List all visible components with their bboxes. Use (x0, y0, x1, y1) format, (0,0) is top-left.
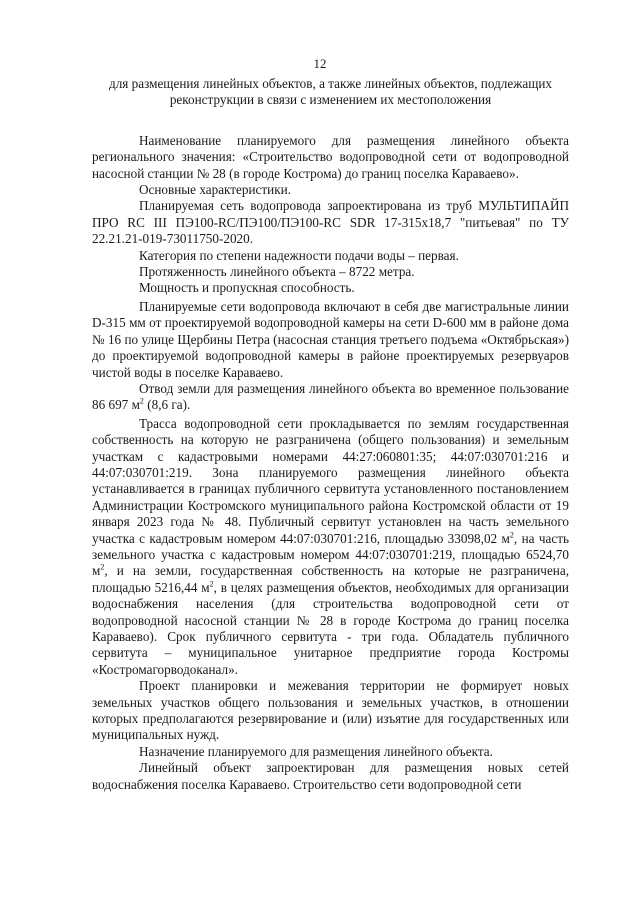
mains-description-paragraph: Планируемые сети водопровода включают в себя две магистральные линии D-315 мм от проектируемой водопроводной камеры на сети D-600 мм в районе дома № 16 по улице Щербины Петра (насосная станция третьего подъема «Октябрьская») до проектируемой водопроводной камеры в районе проектируемых резервуаров чистой воды в поселке Караваево. (92, 298, 569, 380)
land-allotment-tail: (8,6 га). (143, 397, 191, 413)
purpose-heading: Назначение планируемого для размещения линейного объекта. (139, 743, 493, 759)
purpose-paragraph: Линейный объект запроектирован для размещения новых сетей водоснабжения поселка Караваево. Строительство сети водопроводной сети (92, 760, 569, 792)
servitude-sup-1: 2 (509, 530, 514, 540)
servitude-sup-3: 2 (209, 579, 214, 589)
page-number: 12 (313, 56, 327, 71)
main-characteristics-heading: Основные характеристики. (139, 182, 291, 198)
servitude-part-4: , в целях размещения объектов, необходимых для организации водоснабжения населения (для строительства водопроводной сети от водопроводной насосной станции № 28 в городе Кострома до границ поселка Караваево). Срок публичного сервитута - три года. Обладатель публичного сервитута – муниципальное унитарное предприятие города Костромы «Костромагорводоканал». (92, 579, 569, 677)
reliability-category-paragraph: Категория по степени надежности подачи воды – первая. (139, 247, 459, 263)
land-allotment-text: Отвод земли для размещения линейного объекта во временное пользование 86 697 м (92, 380, 569, 413)
land-allotment-paragraph (92, 381, 569, 414)
intro-paragraph: для размещения линейных объектов, а также линейных объектов, подлежащих реконструкции в связи с изменением их местоположения (108, 76, 552, 108)
object-name-paragraph: Наименование планируемого для размещения линейного объекта регионального значения: «Строительство водопроводной сети от водопроводной насосной станции № 28 (в городе Кострома) до границ поселка Караваево». (92, 132, 569, 181)
capacity-paragraph: Мощность и пропускная способность. (139, 280, 355, 296)
document-body (92, 76, 569, 793)
servitude-sup-2: 2 (100, 562, 105, 572)
land-allotment-sup: 2 (139, 396, 144, 406)
pipe-specification-paragraph: Планируемая сеть водопровода запроектирована из труб МУЛЬТИПАЙП ПРО RC III ПЭ100-RC/ПЭ100/ПЭ100-RC SDR 17-315x18,7 "питьевая" по ТУ 22.21.21-019-73011750-2020. (92, 198, 569, 247)
route-text: Трасса водопроводной сети прокладывается по землям государственная собственность на которую не разграничена (общего пользования) и земельным участкам с кадастровыми номерами 44:27:060801:35; 44:07:030701:216 и 44:07:030701:219. Зона планируемого размещения линейного объекта устанавливается в границах публичного сервитута установленного постановлением Администрации Костромского муниципального района Костромской области от 19 января 2023 года № 48. (92, 415, 569, 530)
no-new-plots-paragraph: Проект планировки и межевания территории не формирует новых земельных участков общего пользования и земельных участков, в отношении которых предполагаются резервирование и (или) изъятие для государственных или муниципальных нужд. (92, 678, 569, 743)
servitude-part-1: Публичный сервитут установлен на часть земельного участка с кадастровым номером 44:07:030701:216, площадью 33098,02 м (92, 514, 570, 546)
route-paragraph (92, 416, 569, 679)
servitude-part-2: , на часть земельного участка с кадастровым номером 44:07:030701:219, площадью 6524,70 м (92, 530, 569, 579)
servitude-part-3: , и на земли, государственная собственность на которые не разграничена, площадью 5216,44 м (92, 563, 569, 595)
length-paragraph: Протяженность линейного объекта – 8722 метра. (139, 264, 415, 280)
